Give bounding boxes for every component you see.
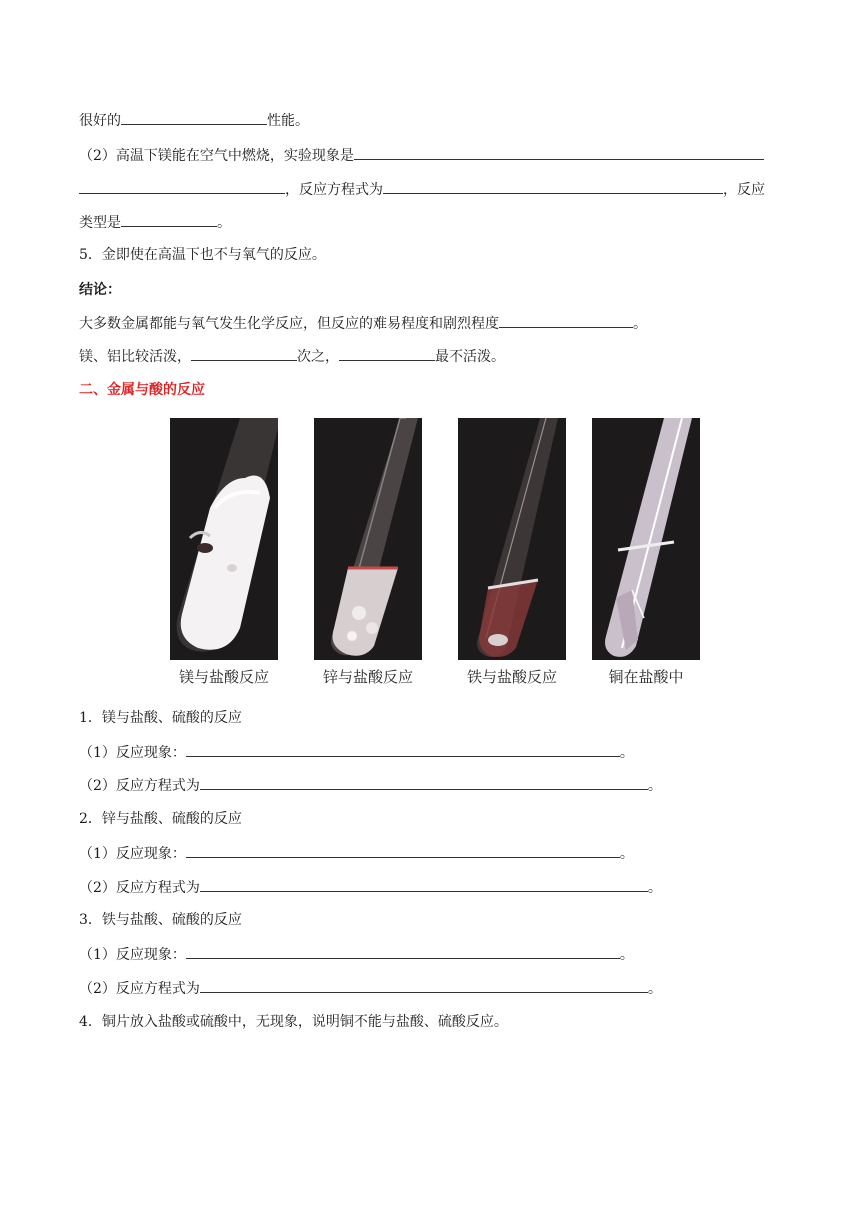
text: 镁、铝比较活泼， bbox=[79, 349, 191, 365]
text: 。 bbox=[647, 981, 662, 997]
text: 。 bbox=[647, 778, 662, 794]
text-line bbox=[79, 110, 309, 131]
item-title: 1．镁与盐酸、硫酸的反应 bbox=[79, 710, 242, 726]
answer-blank[interactable] bbox=[191, 346, 297, 361]
answer-blank[interactable] bbox=[200, 775, 648, 790]
zn-test-tube-photo bbox=[314, 418, 422, 660]
text: （1）反应现象： bbox=[79, 947, 186, 963]
text: （2）反应方程式为 bbox=[79, 778, 200, 794]
text-line bbox=[79, 775, 662, 796]
text: （1）反应现象： bbox=[79, 846, 186, 862]
text-line bbox=[79, 346, 505, 367]
text: 。 bbox=[647, 880, 662, 896]
text-line bbox=[79, 212, 231, 233]
item-title: 2．锌与盐酸、硫酸的反应 bbox=[79, 811, 242, 827]
text: ，反应方程式为 bbox=[285, 182, 383, 198]
cu-test-tube-photo bbox=[592, 418, 700, 660]
text: 大多数金属都能与氧气发生化学反应，但反应的难易程度和剧烈程度 bbox=[79, 316, 499, 332]
text-line: 5．金即使在高温下也不与氧气的反应。 bbox=[79, 247, 326, 263]
text: 很好的 bbox=[79, 113, 121, 129]
text: 性能。 bbox=[267, 113, 309, 129]
answer-blank[interactable] bbox=[121, 110, 267, 125]
fe-test-tube-photo bbox=[458, 418, 566, 660]
conclusion-heading: 结论： bbox=[79, 282, 121, 298]
answer-blank[interactable] bbox=[354, 145, 764, 160]
text: 。 bbox=[619, 745, 634, 761]
text-line bbox=[79, 313, 647, 334]
test-tube-figure bbox=[170, 418, 690, 690]
answer-blank[interactable] bbox=[186, 843, 620, 858]
figure-caption: 镁与盐酸反应 bbox=[178, 668, 269, 686]
text-line bbox=[79, 877, 662, 898]
text: ，反应 bbox=[723, 182, 765, 198]
answer-blank[interactable] bbox=[200, 877, 648, 892]
text-line bbox=[79, 843, 634, 864]
answer-blank[interactable] bbox=[200, 978, 648, 993]
text: 类型是 bbox=[79, 215, 121, 231]
text-line bbox=[79, 179, 765, 200]
text: 次之， bbox=[297, 349, 339, 365]
text: 。 bbox=[217, 215, 231, 231]
text: （1）反应现象： bbox=[79, 745, 186, 761]
figure-caption: 铜在盐酸中 bbox=[608, 668, 684, 686]
item-title: 3．铁与盐酸、硫酸的反应 bbox=[79, 912, 242, 928]
text: 。 bbox=[619, 947, 634, 963]
answer-blank[interactable] bbox=[499, 313, 633, 328]
text-line bbox=[79, 145, 764, 166]
text: 。 bbox=[633, 316, 647, 332]
answer-blank[interactable] bbox=[383, 179, 723, 194]
figure-caption: 铁与盐酸反应 bbox=[466, 668, 557, 686]
answer-blank[interactable] bbox=[339, 346, 435, 361]
answer-blank[interactable] bbox=[186, 944, 620, 959]
text: （2）高温下镁能在空气中燃烧，实验现象是 bbox=[79, 148, 354, 164]
text-line: 4．铜片放入盐酸或硫酸中，无现象，说明铜不能与盐酸、硫酸反应。 bbox=[79, 1014, 508, 1030]
answer-blank[interactable] bbox=[121, 212, 217, 227]
figure-caption: 锌与盐酸反应 bbox=[322, 668, 413, 686]
text-line bbox=[79, 742, 634, 763]
answer-blank[interactable] bbox=[79, 179, 285, 194]
text: 最不活泼。 bbox=[435, 349, 505, 365]
text: （2）反应方程式为 bbox=[79, 880, 200, 896]
text-line bbox=[79, 944, 634, 965]
text-line bbox=[79, 978, 662, 999]
section-title: 二、金属与酸的反应 bbox=[79, 382, 205, 398]
mg-test-tube-photo bbox=[170, 418, 278, 660]
answer-blank[interactable] bbox=[186, 742, 620, 757]
text: （2）反应方程式为 bbox=[79, 981, 200, 997]
text: 。 bbox=[619, 846, 634, 862]
